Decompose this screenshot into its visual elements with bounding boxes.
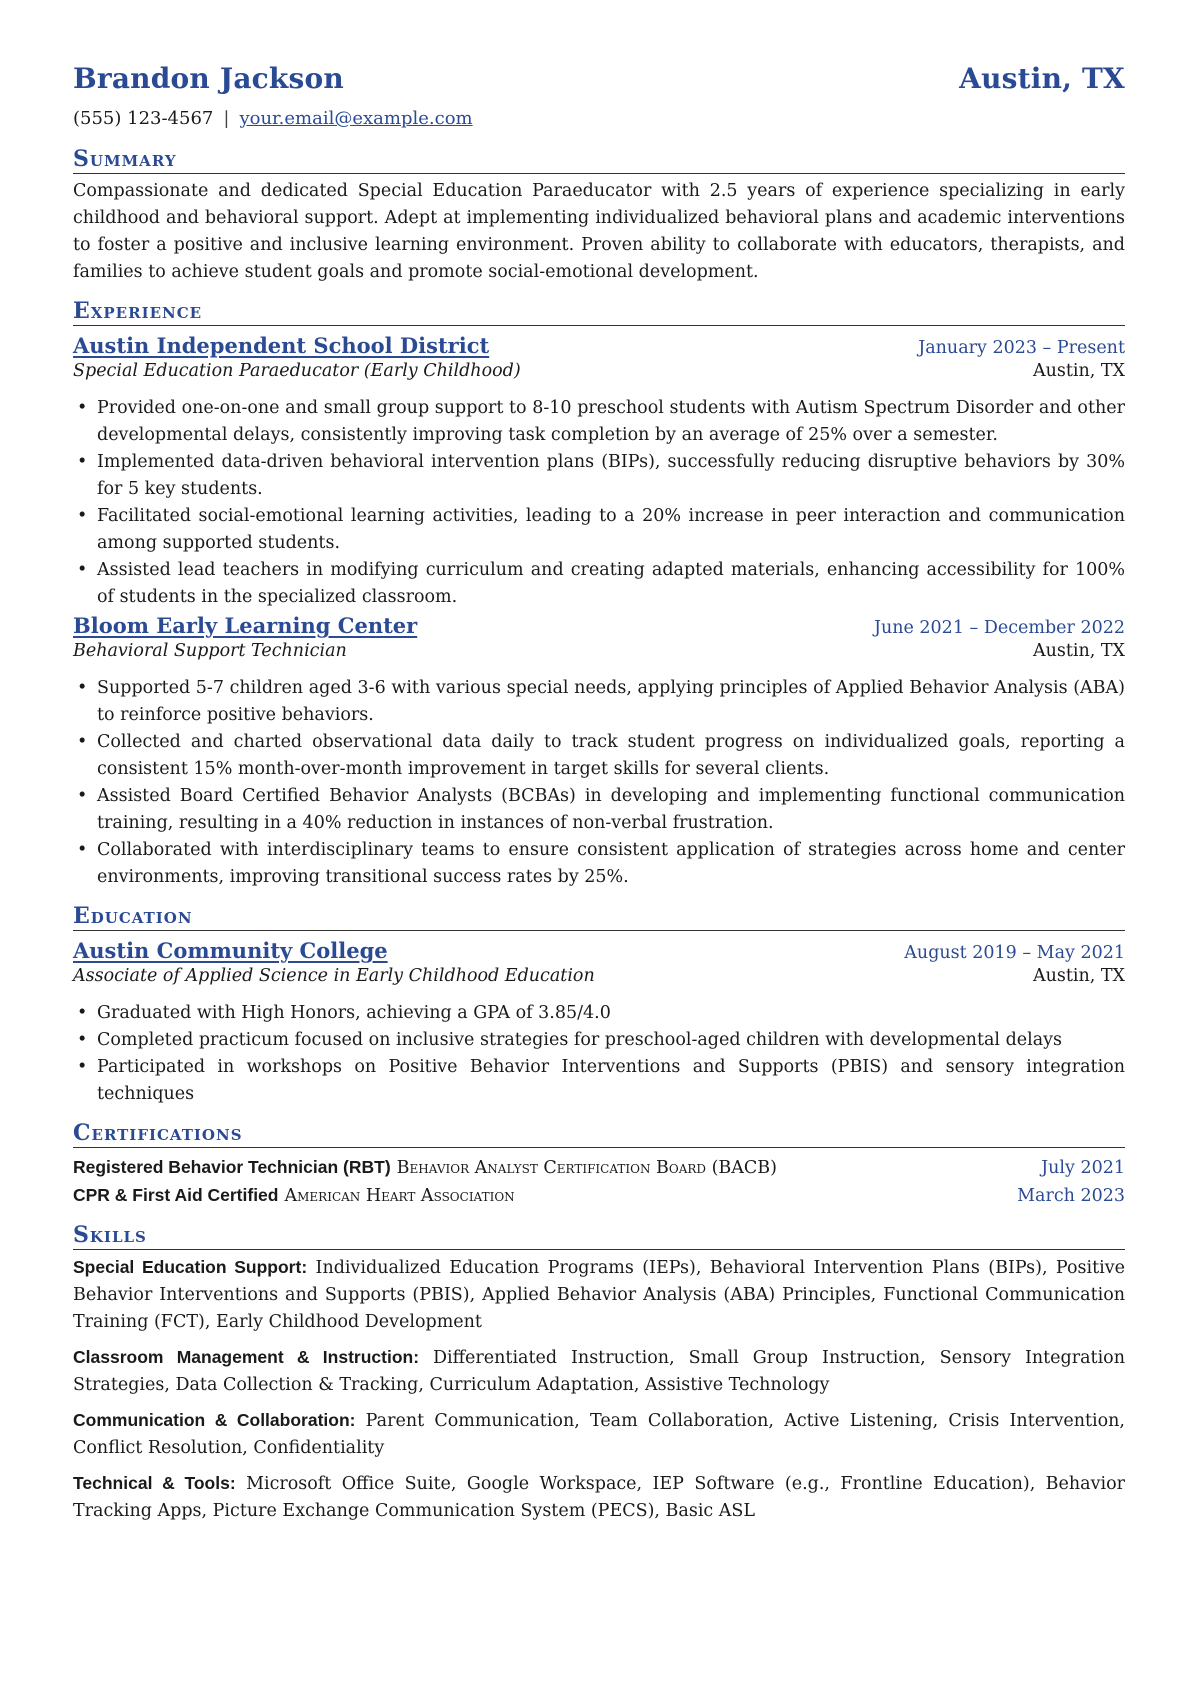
candidate-location: Austin, TX xyxy=(959,62,1125,95)
experience-entry xyxy=(73,333,1125,611)
resume-page xyxy=(73,62,1125,1525)
bullet-item: • Collected and charted observational data daily to track student progress on individualized goals, reporting a consistent 15% month-over-month improvement in target skills for several clients. xyxy=(97,729,1125,783)
phone-number: (555) 123-4567 xyxy=(73,108,214,129)
skill-group-text: Microsoft Office Suite, Google Workspace, IEP Software (e.g., Frontline Education), Behavior Tracking Apps, Picture Exchange Communication System (PECS), Basic ASL xyxy=(73,1474,1125,1521)
employer-name: Bloom Early Learning Center xyxy=(73,613,418,638)
summary-text: Compassionate and dedicated Special Education Paraeducator with 2.5 years of experience specializing in early childhood and behavioral support. Adept at implementing individualized behavioral plans and academic interventions to foster a positive and inclusive learning environment. Proven ability to collaborate with educators, therapists, and families to achieve student goals and promote social-emotional development. xyxy=(73,181,1125,282)
education-bullets xyxy=(73,1000,1125,1108)
contact-line xyxy=(73,108,1125,134)
certification-list xyxy=(73,1154,1125,1210)
bullet-item: • Supported 5-7 children aged 3-6 with various special needs, applying principles of Applied Behavior Analysis (ABA) to reinforce positive behaviors. xyxy=(97,675,1125,729)
skill-group-label: Communication & Collaboration: xyxy=(73,1410,356,1430)
skill-group-label: Special Education Support: xyxy=(73,1257,308,1277)
skill-group xyxy=(73,1470,1125,1525)
job-location: Austin, TX xyxy=(1032,361,1125,381)
employer-name: Austin Independent School District xyxy=(73,333,490,358)
experience-entry xyxy=(73,613,1125,891)
section-title-certifications: Certifications xyxy=(73,1120,1125,1148)
bullet-item: • Provided one-on-one and small group support to 8-10 preschool students with Autism Spectrum Disorder and other developmental delays, consistently improving task completion by an average of 25% over a semester. xyxy=(97,395,1125,449)
certification-name: CPR & First Aid Certified xyxy=(73,1185,279,1205)
certification-date: July 2021 xyxy=(1041,1158,1125,1178)
bullet-item: • Assisted lead teachers in modifying curriculum and creating adapted materials, enhancing accessibility for 100% of students in the specialized classroom. xyxy=(97,557,1125,611)
section-title-education: Education xyxy=(73,903,1125,931)
skill-group-label: Classroom Management & Instruction: xyxy=(73,1347,420,1367)
employment-dates: January 2023 – Present xyxy=(918,338,1125,358)
bullet-item: • Graduated with High Honors, achieving a GPA of 3.85/4.0 xyxy=(97,1000,1125,1027)
skill-group xyxy=(73,1344,1125,1399)
education-dates: August 2019 – May 2021 xyxy=(904,943,1125,963)
education-entry xyxy=(73,938,1125,1108)
certification-issuer: Behavior Analyst Certification Board (BACB) xyxy=(396,1158,777,1178)
certification-issuer: American Heart Association xyxy=(284,1186,515,1206)
school-location: Austin, TX xyxy=(1032,966,1125,986)
skill-group-text: Differentiated Instruction, Small Group Instruction, Sensory Integration Strategies, Data Collection & Tracking, Curriculum Adaptation, Assistive Technology xyxy=(73,1348,1125,1395)
certification-item xyxy=(73,1182,1125,1210)
bullet-item: • Participated in workshops on Positive Behavior Interventions and Supports (PBIS) and sensory integration techniques xyxy=(97,1054,1125,1108)
job-bullets xyxy=(73,395,1125,611)
skill-group-text: Parent Communication, Team Collaboration, Active Listening, Crisis Intervention, Conflict Resolution, Confidentiality xyxy=(73,1411,1125,1458)
certification-item xyxy=(73,1154,1125,1182)
degree-title: Associate of Applied Science in Early Childhood Education xyxy=(73,966,595,986)
skill-group-text: Individualized Education Programs (IEPs), Behavioral Intervention Plans (BIPs), Positive Behavior Interventions and Supports (PBIS), Applied Behavior Analysis (ABA) Principles, Functional Communication Training (FCT), Early Childhood Development xyxy=(73,1258,1125,1332)
certification-name: Registered Behavior Technician (RBT) xyxy=(73,1157,391,1177)
certification-date: March 2023 xyxy=(1017,1186,1125,1206)
contact-separator: | xyxy=(223,108,230,129)
section-title-skills: Skills xyxy=(73,1222,1125,1250)
job-bullets xyxy=(73,675,1125,891)
job-location: Austin, TX xyxy=(1032,641,1125,661)
job-title: Special Education Paraeducator (Early Childhood) xyxy=(73,361,521,381)
email-link[interactable]: your.email@example.com xyxy=(239,108,473,129)
section-title-experience: Experience xyxy=(73,298,1125,326)
bullet-item: • Completed practicum focused on inclusive strategies for preschool-aged children with developmental delays xyxy=(97,1027,1125,1054)
skill-group xyxy=(73,1254,1125,1336)
bullet-item: • Facilitated social-emotional learning activities, leading to a 20% increase in peer interaction and communication among supported students. xyxy=(97,503,1125,557)
job-title: Behavioral Support Technician xyxy=(73,641,347,661)
employment-dates: June 2021 – December 2022 xyxy=(873,618,1125,638)
resume-header xyxy=(73,62,1125,102)
section-title-summary: Summary xyxy=(73,146,1125,174)
bullet-item: • Assisted Board Certified Behavior Analysts (BCBAs) in developing and implementing functional communication training, resulting in a 40% reduction in instances of non-verbal frustration. xyxy=(97,783,1125,837)
bullet-item: • Implemented data-driven behavioral intervention plans (BIPs), successfully reducing disruptive behaviors by 30% for 5 key students. xyxy=(97,449,1125,503)
skill-group xyxy=(73,1407,1125,1462)
bullet-item: • Collaborated with interdisciplinary teams to ensure consistent application of strategies across home and center environments, improving transitional success rates by 25%. xyxy=(97,837,1125,891)
candidate-name: Brandon Jackson xyxy=(73,62,344,95)
school-name: Austin Community College xyxy=(73,938,388,963)
skill-group-label: Technical & Tools: xyxy=(73,1473,236,1493)
